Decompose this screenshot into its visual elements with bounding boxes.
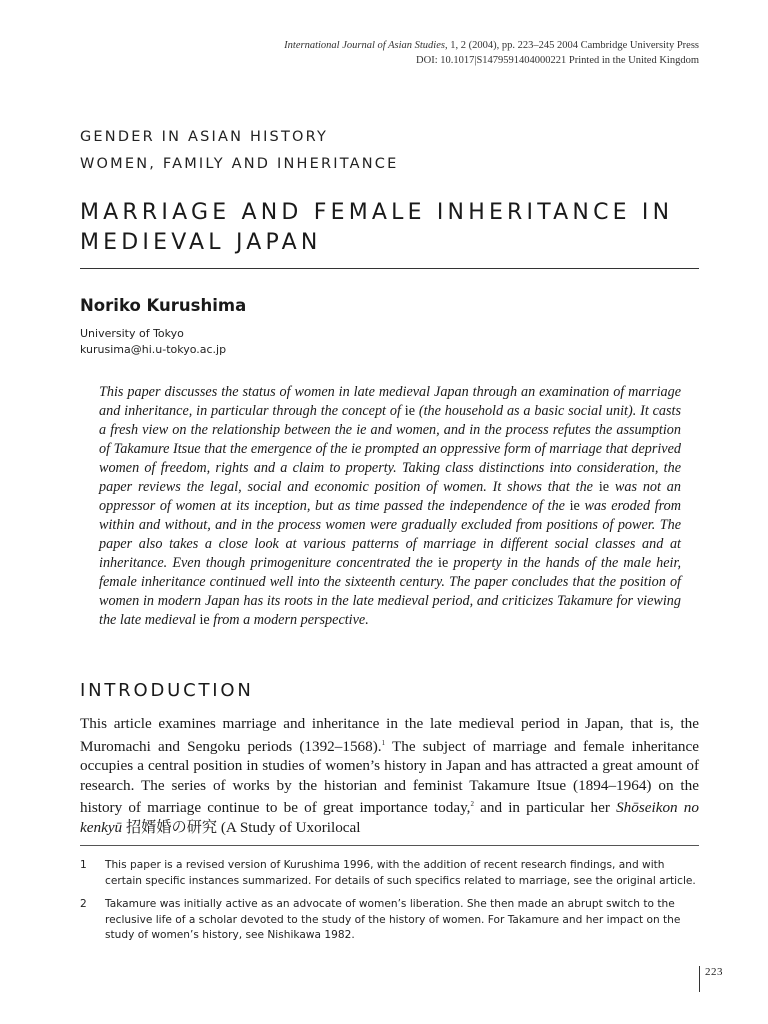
- citation-line: [284, 38, 699, 53]
- footnote-number: 1: [80, 859, 87, 871]
- footnote-ref-1[interactable]: 1: [381, 738, 386, 747]
- abstract-text: was not an oppressor of women at its inception, but as time passed the independence of the: [99, 479, 681, 514]
- article-title: MARRIAGE AND FEMALE INHERITANCE IN MEDIEVAL JAPAN: [80, 200, 674, 255]
- author-email: kurusima@hi.u-tokyo.ac.jp: [80, 343, 227, 356]
- abstract-term: ie: [199, 612, 210, 628]
- journal-citation: , 1, 2 (2004), pp. 223–245 2004 Cambridge University Press: [444, 40, 699, 51]
- abstract-term: ie: [598, 479, 610, 495]
- abstract-text: from a modern perspective.: [209, 612, 369, 628]
- abstract-term: ie: [404, 403, 415, 419]
- footnote-2: [80, 897, 699, 944]
- intro-text: The subject of marriage and female inheritance occupies a central position in studies of women’s history in Japan and has attracted a great amount of research. The series of works by the historian and feminist Takamure Itsue (1894–1964) on the history of marriage continue to be of great importance today,: [80, 737, 699, 817]
- journal-name: International Journal of Asian Studies: [284, 40, 445, 51]
- author-affiliation: [80, 326, 226, 358]
- abstract-term: ie: [569, 498, 580, 514]
- abstract-text: was eroded from within and without, and in the process women were gradually excluded from positions of power. The paper also takes a close look at various patterns of marriage in different social classes and at inheritance. Even though primogeniture concentrated the: [99, 498, 681, 571]
- footnote-number: 2: [80, 898, 87, 910]
- page-number: 223: [699, 966, 723, 992]
- title-rule: [80, 268, 699, 269]
- footnote-text: Takamure was initially active as an advocate of women’s liberation. She then made an abrupt switch to the reclusive life of a scholar devoted to the study of the history of women. For Takamure and her impact on the study of women’s history, see Nishikawa 1982.: [105, 898, 681, 941]
- introduction-heading: INTRODUCTION: [80, 680, 254, 701]
- journal-header: [284, 38, 699, 68]
- doi-line: DOI: 10.1017|S1479591404000221 Printed in the United Kingdom: [416, 55, 699, 66]
- footnote-1: [80, 858, 699, 889]
- book-title: Shōseikon no kenkyū: [80, 799, 699, 837]
- section-line-2: WOMEN, FAMILY AND INHERITANCE: [80, 156, 399, 172]
- abstract: [99, 383, 681, 630]
- abstract-text: (the household as a basic social unit). It casts a fresh view on the relationship between the ie and women, and in the process refutes the assumption of Takamure Itsue that the emergence of the ie prompted an oppressive form of marriage that deprived women of freedom, rights and a claim to property. Taking class distinctions into consideration, the paper reviews the legal, social and economic position of women. It shows that the: [99, 403, 682, 495]
- footnote-rule: [80, 845, 699, 846]
- section-line-1: GENDER IN ASIAN HISTORY: [80, 129, 329, 145]
- introduction-paragraph: [80, 714, 699, 838]
- author-name: Noriko Kurushima: [80, 296, 247, 315]
- abstract-term: ie: [438, 555, 449, 571]
- abstract-text: This paper discusses the status of women in late medieval Japan through an examination of marriage and inheritance, in particular through the concept of: [99, 384, 681, 419]
- abstract-text: property in the hands of the male heir, female inheritance continued well into the sixteenth century. The paper concludes that the position of women in modern Japan has its roots in the late medieval period, and criticizes Takamure for viewing the late medieval: [99, 555, 681, 628]
- footnote-text: This paper is a revised version of Kurushima 1996, with the addition of recent research findings, and with certain specific instances summarized. For details of such specifics related to marriage, see the original article.: [105, 859, 696, 887]
- section-heading: [80, 124, 399, 178]
- intro-text: and in particular her: [473, 799, 617, 817]
- intro-text: 招婿婚の研究 (A Study of Uxorilocal: [122, 819, 361, 837]
- author-institution: University of Tokyo: [80, 327, 184, 340]
- intro-text: This article examines marriage and inheritance in the late medieval period in Japan, that is, the Muromachi and Sengoku periods (1392–1568).: [80, 715, 699, 755]
- footnote-ref-2[interactable]: 2: [470, 800, 474, 809]
